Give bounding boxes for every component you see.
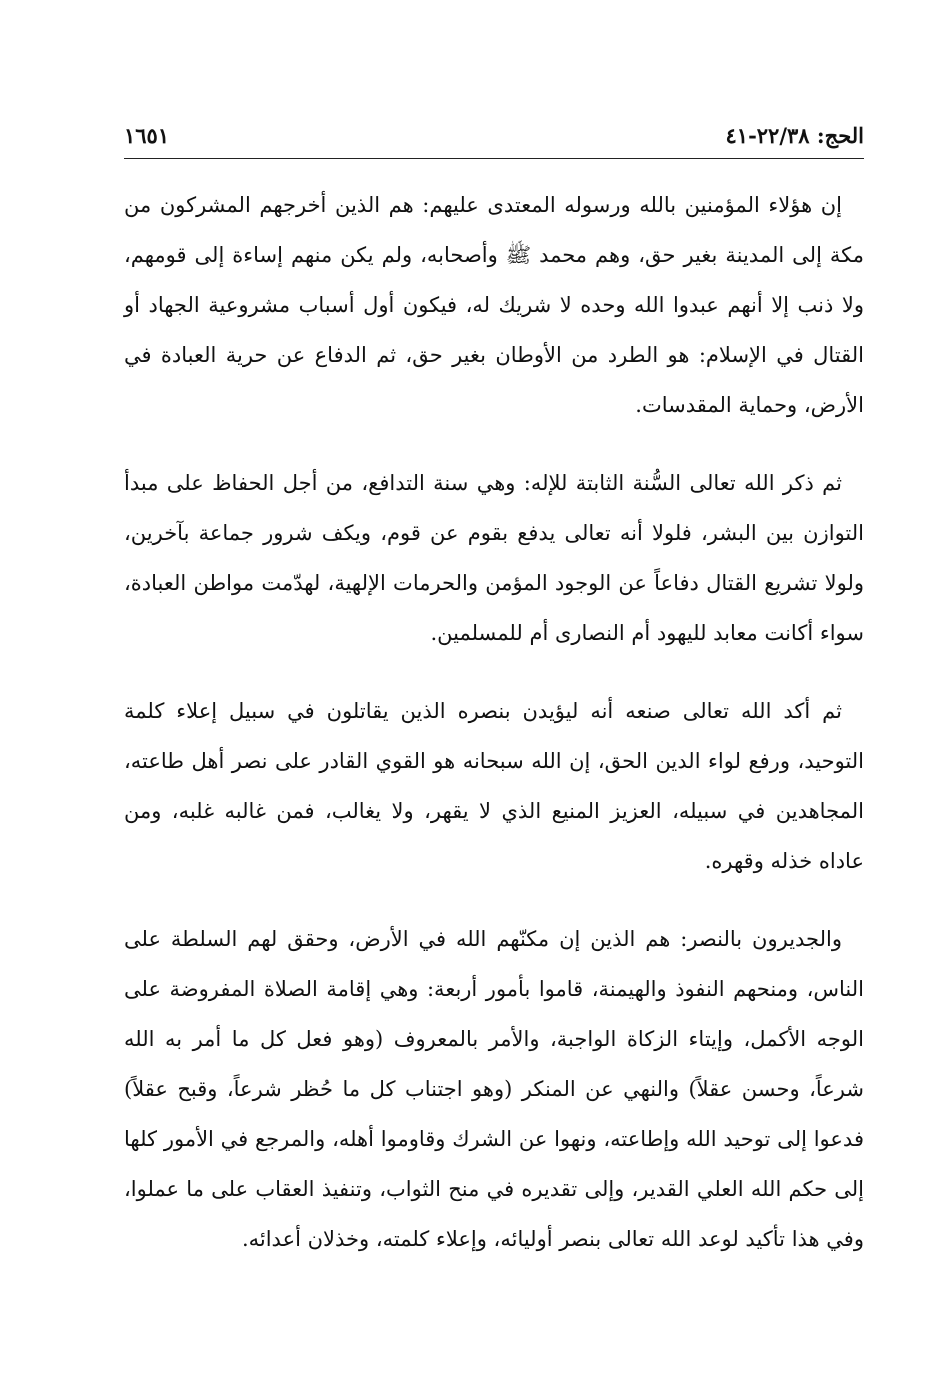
body-text — [124, 180, 864, 1292]
header-divider — [124, 158, 864, 159]
paragraph: ثم أكد الله تعالى صنعه أنه ليؤيدن بنصره الذين يقاتلون في سبيل إعلاء كلمة التوحيد، ورفع لواء الدين الحق، إن الله سبحانه هو القوي القادر على نصر أهل طاعته، المجاهدين في سبيله، العزيز المنيع الذي لا يقهر، ولا يغالب، فمن غالبه غلبه، ومن عاداه خذله وقهره. — [124, 699, 864, 873]
paragraph: إن هؤلاء المؤمنين بالله ورسوله المعتدى عليهم: هم الذين أخرجهم المشركون من مكة إلى المدينة بغير حق، وهم محمد ﷺ وأصحابه، ولم يكن منهم إساءة إلى قومهم، ولا ذنب إلا أنهم عبدوا الله وحده لا شريك له، فيكون أول أسباب مشروعية الجهاد أو القتال في الإسلام: هو الطرد من الأوطان بغير حق، ثم الدفاع عن حرية العبادة في الأرض، وحماية المقدسات. — [124, 193, 864, 417]
page-number: ١٦٥١ — [124, 122, 170, 148]
paragraph: والجديرون بالنصر: هم الذين إن مكنّهم الله في الأرض، وحقق لهم السلطة على الناس، ومنحهم النفوذ والهيمنة، قاموا بأمور أربعة: وهي إقامة الصلاة المفروضة على الوجه الأكمل، وإيتاء الزكاة الواجبة، والأمر بالمعروف (وهو فعل كل ما أمر به الله شرعاً، وحسن عقلاً) والنهي عن المنكر (وهو اجتناب كل ما حُظر شرعاً، وقبح عقلاً) فدعوا إلى توحيد الله وإطاعته، ونهوا عن الشرك وقاوموا أهله، والمرجع في الأمور كلها إلى حكم الله العلي القدير، وإلى تقديره في منح الثواب، وتنفيذ العقاب على ما عملوا، وفي هذا تأكيد لوعد الله تعالى بنصر أوليائه، وإعلاء كلمته، وخذلان أعدائه. — [124, 927, 864, 1251]
paragraph: ثم ذكر الله تعالى السُّنة الثابتة للإله: وهي سنة التدافع، من أجل الحفاظ على مبدأ التوازن بين البشر، فلولا أنه تعالى يدفع بقوم عن قوم، ويكف شرور جماعة بآخرين، ولولا تشريع القتال دفاعاً عن الوجود المؤمن والحرمات الإلهية، لهدّمت مواطن العبادة، سواء أكانت معابد لليهود أم النصارى أم للمسلمين. — [124, 471, 864, 645]
running-header — [124, 118, 864, 152]
surah-reference: الحج: ٢٢/٣٨-٤١ — [725, 122, 864, 148]
